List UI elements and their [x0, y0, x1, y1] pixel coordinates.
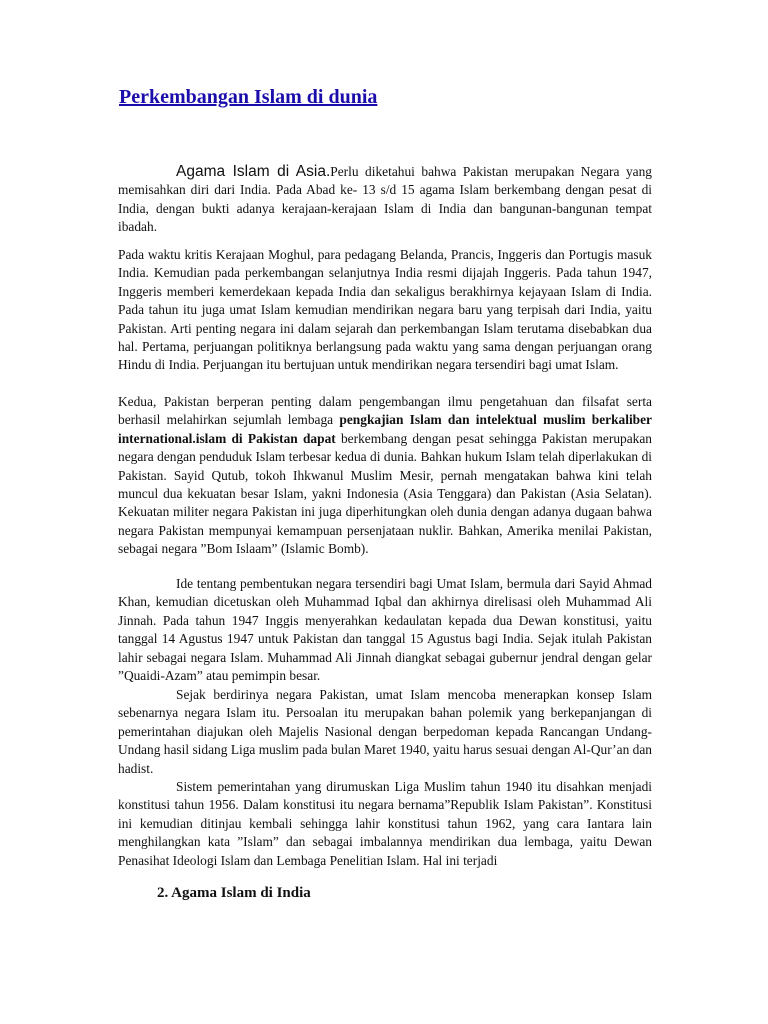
section-heading-2: 2. Agama Islam di India: [157, 885, 311, 901]
paragraph-5: [118, 686, 652, 778]
paragraph-3-text-a: Kedua, Pakistan berperan penting dalam pengembangan ilmu pengetahuan dan filsafat serta berhasil melahirkan sejumlah lembaga: [118, 394, 652, 428]
paragraph-1-lead: Agama Islam di Asia.: [176, 163, 331, 180]
paragraph-4-text: Ide tentang pembentukan negara tersendiri bagi Umat Islam, bermula dari Sayid Ahmad Khan, kemudian dicetuskan oleh Muhammad Iqbal dan akhirnya direlisasi oleh Muhammad Ali Jinnah. Pada tahun 1947 Inggis menyerahkan kedaulatan kepada dua Dewan konstitusi, yaitu tanggal 14 Agustus 1947 untuk Pakistan dan tanggal 15 Agustus bagi India. Sejak itulah Pakistan lahir sebagai negara Islam. Muhammad Ali Jinnah diangkat sebagai gubernur jendral dengan gelar ”Quaidi-Azam” atau pemimpin besar.: [118, 576, 652, 684]
paragraph-2-text: Pada waktu kritis Kerajaan Moghul, para pedagang Belanda, Prancis, Inggeris dan Portugis masuk India. Kemudian pada perkembangan selanjutnya India resmi dijajah Inggeris. Pada tahun 1947, Inggeris memberi kemerdekaan kepada India dan sekaligus berakhirnya kejayaan Islam di India. Pada tahun itu juga umat Islam kemudian mendirikan negara baru yang terpisah dari India, yaitu Pakistan. Arti penting negara ini dalam sejarah dan perkembangan Islam terutama disebabkan dua hal. Pertama, perjuangan politiknya berlangsung pada waktu yang sama dengan perjuangan orang Hindu di India. Perjuangan itu bertujuan untuk mendirikan negara tersendiri bagi umat Islam.: [118, 247, 652, 373]
paragraph-2: [118, 246, 652, 375]
paragraph-1: [118, 163, 652, 237]
paragraph-5-text: Sejak berdirinya negara Pakistan, umat Islam mencoba menerapkan konsep Islam sebenarnya negara Islam itu. Persoalan itu merupakan bahan polemik yang berkepanjangan di pemerintahan diajukan oleh Majelis Nasional dengan berpedoman kepada Rancangan Undang-Undang hasil sidang Liga muslim pada bulan Maret 1940, yaitu harus sesuai dengan Al-Qur’an dan hadist.: [118, 687, 652, 776]
document-title-link[interactable]: Perkembangan Islam di dunia: [119, 86, 378, 108]
paragraph-3-text-b: berkembang dengan pesat sehingga Pakistan merupakan negara dengan penduduk Islam terbesar kedua di dunia. Bahkan hukum Islam telah diperlakukan di Pakistan. Sayid Qutub, tokoh Ihkwanul Muslim Mesir, pernah mengatakan bahwa kini telah muncul dua kekuatan besar Islam, yakni Indonesia (Asia Tenggara) dan Pakistan (Asia Selatan). Kekuatan militer negara Pakistan ini juga diperhitungkan oleh dunia dengan adanya dugaan bahwa negara Pakistan mempunyai kemampuan persenjataan nuklir. Bahkan, Amerika menilai Pakistan, sebagai negara ”Bom Islaam” (Islamic Bomb).: [118, 430, 652, 557]
paragraph-6-text: Sistem pemerintahan yang dirumuskan Liga Muslim tahun 1940 itu disahkan menjadi konstitusi tahun 1956. Dalam konstitusi itu negara bernama”Republik Islam Pakistan”. Konstitusi ini kemudian ditinjau kembali sehingga lahir konstitusi tahun 1962, yang cara Iantara lain menghilangkan kata ”Islam” dan sebagai imbalannya mendirikan dua lembaga, yaitu Dewan Penasihat Ideologi Islam dan Lembaga Penelitian Islam. Hal ini terjadi: [118, 779, 652, 868]
paragraph-3-bold-text: pengkajian Islam dan intelektual muslim berkaliber international.islam di Pakistan dapat: [118, 412, 652, 446]
paragraph-3: [118, 393, 652, 559]
paragraph-1-text: Perlu diketahui bahwa Pakistan merupakan Negara yang memisahkan diri dari India. Pada Abad ke- 13 s/d 15 agama Islam berkembang dengan pesat di India, dengan bukti adanya kerajaan-kerajaan Islam di India dan bangunan-bangunan tempat ibadah.: [118, 164, 652, 235]
paragraph-4: [118, 575, 652, 685]
paragraph-6: [118, 778, 652, 870]
